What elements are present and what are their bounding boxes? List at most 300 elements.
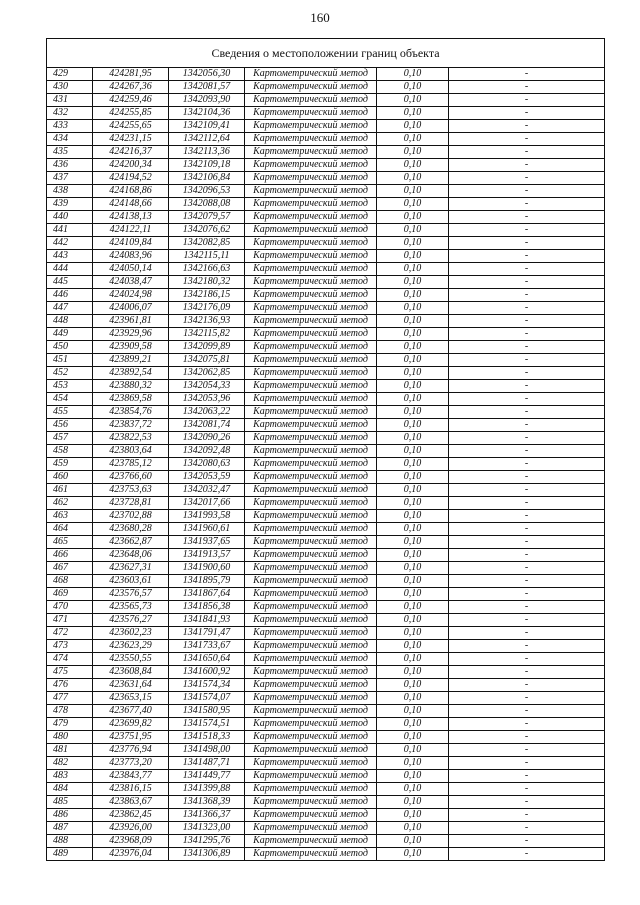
method: Картометрический метод [245, 354, 377, 367]
y-coordinate: 1341399,88 [169, 783, 245, 796]
y-coordinate: 1341856,38 [169, 601, 245, 614]
y-coordinate: 1342176,09 [169, 302, 245, 315]
table-row [47, 575, 605, 588]
x-coordinate: 424194,52 [93, 172, 169, 185]
table-row [47, 731, 605, 744]
description: - [449, 315, 605, 328]
method: Картометрический метод [245, 770, 377, 783]
table-row [47, 692, 605, 705]
y-coordinate: 1341937,65 [169, 536, 245, 549]
x-coordinate: 423602,23 [93, 627, 169, 640]
x-coordinate: 423776,94 [93, 744, 169, 757]
table-row [47, 614, 605, 627]
method: Картометрический метод [245, 835, 377, 848]
table-row [47, 445, 605, 458]
y-coordinate: 1341913,57 [169, 549, 245, 562]
description: - [449, 549, 605, 562]
accuracy: 0,10 [377, 614, 449, 627]
table-row [47, 848, 605, 861]
y-coordinate: 1341518,33 [169, 731, 245, 744]
table-row [47, 653, 605, 666]
table-title: Сведения о местоположении границ объекта [47, 39, 605, 68]
point-number: 464 [47, 523, 93, 536]
description: - [449, 510, 605, 523]
description: - [449, 588, 605, 601]
description: - [449, 627, 605, 640]
table-row [47, 510, 605, 523]
table-row [47, 809, 605, 822]
table-row [47, 406, 605, 419]
table-row [47, 523, 605, 536]
method: Картометрический метод [245, 510, 377, 523]
point-number: 485 [47, 796, 93, 809]
point-number: 453 [47, 380, 93, 393]
x-coordinate: 423550,55 [93, 653, 169, 666]
x-coordinate: 423854,76 [93, 406, 169, 419]
y-coordinate: 1342109,18 [169, 159, 245, 172]
point-number: 445 [47, 276, 93, 289]
method: Картометрический метод [245, 224, 377, 237]
method: Картометрический метод [245, 471, 377, 484]
description: - [449, 432, 605, 445]
x-coordinate: 423968,09 [93, 835, 169, 848]
table-row [47, 354, 605, 367]
method: Картометрический метод [245, 185, 377, 198]
accuracy: 0,10 [377, 848, 449, 861]
method: Картометрический метод [245, 705, 377, 718]
point-number: 477 [47, 692, 93, 705]
y-coordinate: 1342186,15 [169, 289, 245, 302]
x-coordinate: 423753,63 [93, 484, 169, 497]
table-row [47, 328, 605, 341]
description: - [449, 250, 605, 263]
y-coordinate: 1342062,85 [169, 367, 245, 380]
y-coordinate: 1341841,93 [169, 614, 245, 627]
description: - [449, 380, 605, 393]
description: - [449, 263, 605, 276]
x-coordinate: 424122,11 [93, 224, 169, 237]
point-number: 436 [47, 159, 93, 172]
method: Картометрический метод [245, 796, 377, 809]
x-coordinate: 423803,64 [93, 445, 169, 458]
point-number: 448 [47, 315, 93, 328]
accuracy: 0,10 [377, 653, 449, 666]
description: - [449, 354, 605, 367]
accuracy: 0,10 [377, 81, 449, 94]
description: - [449, 406, 605, 419]
x-coordinate: 424281,95 [93, 68, 169, 81]
y-coordinate: 1342166,63 [169, 263, 245, 276]
point-number: 469 [47, 588, 93, 601]
y-coordinate: 1342180,32 [169, 276, 245, 289]
method: Картометрический метод [245, 523, 377, 536]
method: Картометрический метод [245, 419, 377, 432]
method: Картометрический метод [245, 341, 377, 354]
description: - [449, 237, 605, 250]
x-coordinate: 423603,61 [93, 575, 169, 588]
accuracy: 0,10 [377, 107, 449, 120]
description: - [449, 107, 605, 120]
accuracy: 0,10 [377, 822, 449, 835]
point-number: 430 [47, 81, 93, 94]
x-coordinate: 424148,66 [93, 198, 169, 211]
point-number: 433 [47, 120, 93, 133]
description: - [449, 458, 605, 471]
point-number: 459 [47, 458, 93, 471]
y-coordinate: 1342075,81 [169, 354, 245, 367]
y-coordinate: 1341580,95 [169, 705, 245, 718]
point-number: 468 [47, 575, 93, 588]
method: Картометрический метод [245, 198, 377, 211]
x-coordinate: 424138,13 [93, 211, 169, 224]
accuracy: 0,10 [377, 198, 449, 211]
point-number: 435 [47, 146, 93, 159]
table-row [47, 549, 605, 562]
table-row [47, 289, 605, 302]
accuracy: 0,10 [377, 536, 449, 549]
x-coordinate: 423869,58 [93, 393, 169, 406]
method: Картометрический метод [245, 744, 377, 757]
point-number: 483 [47, 770, 93, 783]
table-row [47, 705, 605, 718]
accuracy: 0,10 [377, 783, 449, 796]
method: Картометрический метод [245, 718, 377, 731]
description: - [449, 289, 605, 302]
method: Картометрический метод [245, 445, 377, 458]
accuracy: 0,10 [377, 250, 449, 263]
y-coordinate: 1342054,33 [169, 380, 245, 393]
accuracy: 0,10 [377, 289, 449, 302]
accuracy: 0,10 [377, 523, 449, 536]
method: Картометрический метод [245, 848, 377, 861]
table-row [47, 757, 605, 770]
point-number: 457 [47, 432, 93, 445]
table-row [47, 666, 605, 679]
y-coordinate: 1341295,76 [169, 835, 245, 848]
description: - [449, 718, 605, 731]
x-coordinate: 423863,67 [93, 796, 169, 809]
point-number: 437 [47, 172, 93, 185]
x-coordinate: 423961,81 [93, 315, 169, 328]
x-coordinate: 423702,88 [93, 510, 169, 523]
x-coordinate: 423816,15 [93, 783, 169, 796]
y-coordinate: 1342053,96 [169, 393, 245, 406]
table-row [47, 783, 605, 796]
x-coordinate: 423648,06 [93, 549, 169, 562]
table-row [47, 536, 605, 549]
accuracy: 0,10 [377, 731, 449, 744]
table-row [47, 393, 605, 406]
y-coordinate: 1341487,71 [169, 757, 245, 770]
table-row [47, 185, 605, 198]
y-coordinate: 1342104,36 [169, 107, 245, 120]
point-number: 476 [47, 679, 93, 692]
description: - [449, 770, 605, 783]
x-coordinate: 423976,04 [93, 848, 169, 861]
method: Картометрический метод [245, 588, 377, 601]
point-number: 470 [47, 601, 93, 614]
method: Картометрический метод [245, 211, 377, 224]
description: - [449, 692, 605, 705]
accuracy: 0,10 [377, 393, 449, 406]
method: Картометрический метод [245, 536, 377, 549]
description: - [449, 536, 605, 549]
accuracy: 0,10 [377, 276, 449, 289]
description: - [449, 484, 605, 497]
accuracy: 0,10 [377, 575, 449, 588]
table-row [47, 224, 605, 237]
y-coordinate: 1342081,57 [169, 81, 245, 94]
accuracy: 0,10 [377, 445, 449, 458]
table-row [47, 822, 605, 835]
x-coordinate: 423653,15 [93, 692, 169, 705]
description: - [449, 653, 605, 666]
method: Картометрический метод [245, 484, 377, 497]
y-coordinate: 1342063,22 [169, 406, 245, 419]
point-number: 465 [47, 536, 93, 549]
table-row [47, 133, 605, 146]
accuracy: 0,10 [377, 68, 449, 81]
x-coordinate: 423899,21 [93, 354, 169, 367]
y-coordinate: 1341574,34 [169, 679, 245, 692]
point-number: 441 [47, 224, 93, 237]
point-number: 472 [47, 627, 93, 640]
description: - [449, 848, 605, 861]
x-coordinate: 424231,15 [93, 133, 169, 146]
method: Картометрический метод [245, 653, 377, 666]
x-coordinate: 423699,82 [93, 718, 169, 731]
description: - [449, 562, 605, 575]
method: Картометрический метод [245, 172, 377, 185]
method: Картометрический метод [245, 497, 377, 510]
point-number: 480 [47, 731, 93, 744]
y-coordinate: 1342099,89 [169, 341, 245, 354]
method: Картометрический метод [245, 94, 377, 107]
table-row [47, 679, 605, 692]
method: Картометрический метод [245, 432, 377, 445]
table-row [47, 640, 605, 653]
y-coordinate: 1341600,92 [169, 666, 245, 679]
accuracy: 0,10 [377, 328, 449, 341]
table-row [47, 367, 605, 380]
description: - [449, 185, 605, 198]
description: - [449, 783, 605, 796]
point-number: 461 [47, 484, 93, 497]
method: Картометрический метод [245, 731, 377, 744]
accuracy: 0,10 [377, 367, 449, 380]
table-row [47, 471, 605, 484]
table-row [47, 263, 605, 276]
accuracy: 0,10 [377, 679, 449, 692]
accuracy: 0,10 [377, 471, 449, 484]
method: Картометрический метод [245, 367, 377, 380]
point-number: 466 [47, 549, 93, 562]
point-number: 429 [47, 68, 93, 81]
x-coordinate: 423677,40 [93, 705, 169, 718]
x-coordinate: 424255,65 [93, 120, 169, 133]
accuracy: 0,10 [377, 315, 449, 328]
x-coordinate: 423837,72 [93, 419, 169, 432]
y-coordinate: 1342076,62 [169, 224, 245, 237]
y-coordinate: 1342088,08 [169, 198, 245, 211]
description: - [449, 822, 605, 835]
method: Картометрический метод [245, 822, 377, 835]
x-coordinate: 423909,58 [93, 341, 169, 354]
point-number: 452 [47, 367, 93, 380]
point-number: 431 [47, 94, 93, 107]
accuracy: 0,10 [377, 159, 449, 172]
accuracy: 0,10 [377, 458, 449, 471]
method: Картометрический метод [245, 640, 377, 653]
description: - [449, 393, 605, 406]
point-number: 478 [47, 705, 93, 718]
accuracy: 0,10 [377, 354, 449, 367]
accuracy: 0,10 [377, 549, 449, 562]
y-coordinate: 1342053,59 [169, 471, 245, 484]
x-coordinate: 424050,14 [93, 263, 169, 276]
x-coordinate: 423631,64 [93, 679, 169, 692]
method: Картометрический метод [245, 81, 377, 94]
description: - [449, 68, 605, 81]
point-number: 455 [47, 406, 93, 419]
method: Картометрический метод [245, 549, 377, 562]
x-coordinate: 423892,54 [93, 367, 169, 380]
method: Картометрический метод [245, 133, 377, 146]
x-coordinate: 423929,96 [93, 328, 169, 341]
description: - [449, 640, 605, 653]
method: Картометрический метод [245, 68, 377, 81]
table-row [47, 302, 605, 315]
description: - [449, 328, 605, 341]
point-number: 439 [47, 198, 93, 211]
point-number: 458 [47, 445, 93, 458]
accuracy: 0,10 [377, 263, 449, 276]
accuracy: 0,10 [377, 666, 449, 679]
point-number: 474 [47, 653, 93, 666]
description: - [449, 614, 605, 627]
description: - [449, 575, 605, 588]
accuracy: 0,10 [377, 419, 449, 432]
table-row [47, 146, 605, 159]
accuracy: 0,10 [377, 302, 449, 315]
y-coordinate: 1342093,90 [169, 94, 245, 107]
y-coordinate: 1341574,07 [169, 692, 245, 705]
y-coordinate: 1341900,60 [169, 562, 245, 575]
table-row [47, 68, 605, 81]
accuracy: 0,10 [377, 627, 449, 640]
x-coordinate: 423880,32 [93, 380, 169, 393]
x-coordinate: 423608,84 [93, 666, 169, 679]
point-number: 449 [47, 328, 93, 341]
accuracy: 0,10 [377, 744, 449, 757]
table-row [47, 718, 605, 731]
y-coordinate: 1342079,57 [169, 211, 245, 224]
point-number: 432 [47, 107, 93, 120]
method: Картометрический метод [245, 783, 377, 796]
accuracy: 0,10 [377, 484, 449, 497]
point-number: 463 [47, 510, 93, 523]
y-coordinate: 1341449,77 [169, 770, 245, 783]
x-coordinate: 423623,29 [93, 640, 169, 653]
table-row [47, 458, 605, 471]
description: - [449, 523, 605, 536]
table-row [47, 770, 605, 783]
point-number: 434 [47, 133, 93, 146]
accuracy: 0,10 [377, 692, 449, 705]
method: Картометрический метод [245, 276, 377, 289]
description: - [449, 835, 605, 848]
method: Картометрический метод [245, 627, 377, 640]
method: Картометрический метод [245, 757, 377, 770]
x-coordinate: 424006,07 [93, 302, 169, 315]
accuracy: 0,10 [377, 718, 449, 731]
point-number: 486 [47, 809, 93, 822]
description: - [449, 666, 605, 679]
x-coordinate: 424216,37 [93, 146, 169, 159]
point-number: 488 [47, 835, 93, 848]
method: Картометрический метод [245, 146, 377, 159]
x-coordinate: 423627,31 [93, 562, 169, 575]
accuracy: 0,10 [377, 835, 449, 848]
description: - [449, 159, 605, 172]
description: - [449, 146, 605, 159]
accuracy: 0,10 [377, 406, 449, 419]
point-number: 450 [47, 341, 93, 354]
y-coordinate: 1341306,89 [169, 848, 245, 861]
x-coordinate: 423565,73 [93, 601, 169, 614]
accuracy: 0,10 [377, 640, 449, 653]
y-coordinate: 1342080,63 [169, 458, 245, 471]
accuracy: 0,10 [377, 770, 449, 783]
method: Картометрический метод [245, 393, 377, 406]
accuracy: 0,10 [377, 341, 449, 354]
y-coordinate: 1341366,37 [169, 809, 245, 822]
accuracy: 0,10 [377, 211, 449, 224]
method: Картометрический метод [245, 315, 377, 328]
table-row [47, 211, 605, 224]
description: - [449, 120, 605, 133]
x-coordinate: 423766,60 [93, 471, 169, 484]
x-coordinate: 424168,86 [93, 185, 169, 198]
x-coordinate: 423728,81 [93, 497, 169, 510]
point-number: 489 [47, 848, 93, 861]
accuracy: 0,10 [377, 380, 449, 393]
description: - [449, 211, 605, 224]
x-coordinate: 423576,27 [93, 614, 169, 627]
table-row [47, 172, 605, 185]
description: - [449, 445, 605, 458]
x-coordinate: 423926,00 [93, 822, 169, 835]
point-number: 460 [47, 471, 93, 484]
accuracy: 0,10 [377, 237, 449, 250]
y-coordinate: 1341867,64 [169, 588, 245, 601]
accuracy: 0,10 [377, 796, 449, 809]
accuracy: 0,10 [377, 133, 449, 146]
description: - [449, 497, 605, 510]
point-number: 479 [47, 718, 93, 731]
x-coordinate: 424024,98 [93, 289, 169, 302]
table-row [47, 588, 605, 601]
method: Картометрический метод [245, 250, 377, 263]
description: - [449, 679, 605, 692]
accuracy: 0,10 [377, 497, 449, 510]
table-row [47, 237, 605, 250]
description: - [449, 796, 605, 809]
description: - [449, 367, 605, 380]
method: Картометрический метод [245, 237, 377, 250]
table-row [47, 107, 605, 120]
y-coordinate: 1342096,53 [169, 185, 245, 198]
